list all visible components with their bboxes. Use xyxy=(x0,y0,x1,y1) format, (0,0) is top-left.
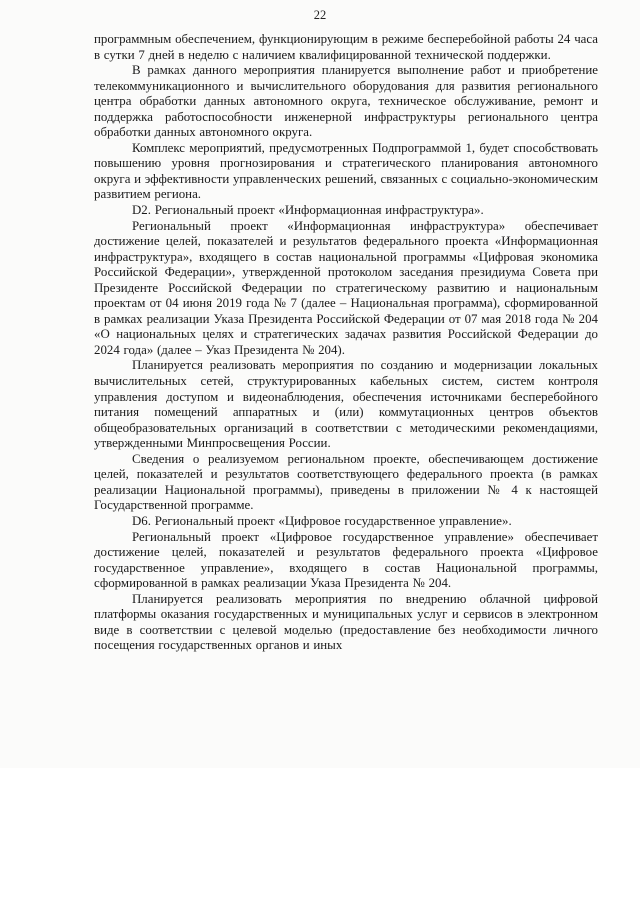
section-heading: D6. Региональный проект «Цифровое государственное управление». xyxy=(132,513,512,528)
paragraph: Региональный проект «Информационная инфраструктура» обеспечивает достижение целей, показателей и результатов федерального проекта «Информационная инфраструктура», входящего в состав национальной программы «Цифровая экономика Российской Федерации», утвержденной протоколом заседания президиума Совета при Президенте Российской Федерации по стратегическому развитию и национальным проектам от 04 июня 2019 года № 7 (далее – Национальная программа), сформированной в рамках реализации Указа Президента Российской Федерации от 07 мая 2018 года № 204 «О национальных целях и стратегических задачах развития Российской Федерации до 2024 года» (далее – Указ Президента № 204). xyxy=(94,218,598,357)
paragraph-continuation: программным обеспечением, функционирующим в режиме бесперебойной работы 24 часа в сутки 7 дней в неделю с наличием квалифицированной технической поддержки. xyxy=(94,32,598,62)
section-heading: D2. Региональный проект «Информационная инфраструктура». xyxy=(132,203,484,218)
paragraph: Комплекс мероприятий, предусмотренных Подпрограммой 1, будет способствовать повышению уровня прогнозирования и стратегического планирования автономного округа и эффективности управленческих решений, связанных с социально-экономическим развитием региона. xyxy=(94,140,598,202)
blank-area xyxy=(0,768,640,905)
paragraph: Планируется реализовать мероприятия по внедрению облачной цифровой платформы оказания государственных и муниципальных услуг и сервисов в электронном виде в соответствии с целевой моделью (предоставление без необходимости личного посещения государственных органов и иных xyxy=(94,591,598,653)
document-body xyxy=(94,32,598,654)
paragraph: Сведения о реализуемом региональном проекте, обеспечивающем достижение целей, показателей и результатов соответствующего федерального проекта (в рамках реализации Национальной программы), приведены в приложении № 4 к настоящей Государственной программе. xyxy=(94,451,598,513)
page-number: 22 xyxy=(313,8,327,22)
paragraph: Региональный проект «Цифровое государственное управление» обеспечивает достижение целей, показателей и результатов федерального проекта «Цифровое государственное управление», входящего в состав Национальной программы, сформированной в рамках реализации Указа Президента № 204. xyxy=(94,529,598,591)
paragraph: Планируется реализовать мероприятия по созданию и модернизации локальных вычислительных сетей, структурированных кабельных систем, систем контроля управления доступом и видеонаблюдения, обеспечения источниками бесперебойного питания помещений аппаратных и (или) коммутационных центров объектов общеобразовательных организаций в соответствии с методическими рекомендациями, утвержденными Минпросвещения России. xyxy=(94,358,598,451)
paragraph: В рамках данного мероприятия планируется выполнение работ и приобретение телекоммуникационного и вычислительного оборудования для развития регионального центра обработки данных автономного округа, техническое обслуживание, ремонт и поддержка работоспособности инженерной инфраструктуры регионального центра обработки данных автономного округа. xyxy=(94,63,598,140)
